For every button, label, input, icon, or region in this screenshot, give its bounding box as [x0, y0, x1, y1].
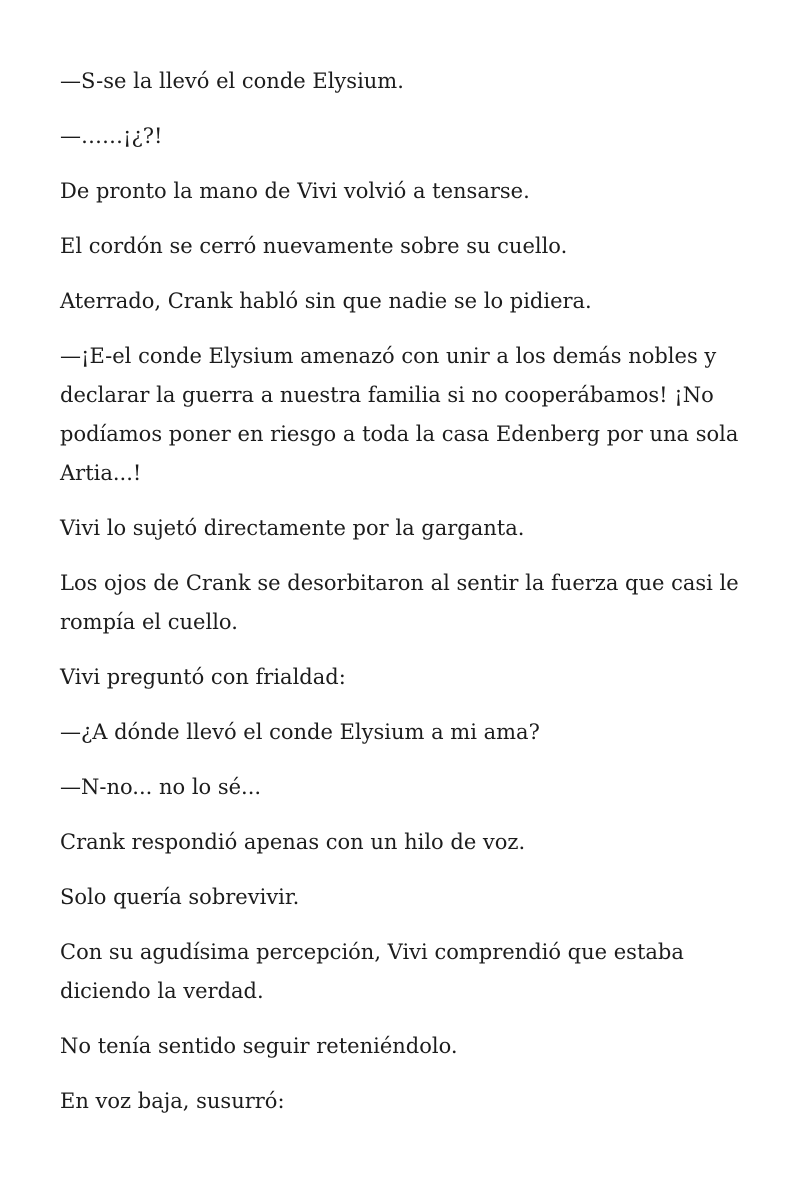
- paragraph: Con su agudísima percepción, Vivi comprendió que estaba diciendo la verdad.: [60, 940, 684, 1003]
- paragraph: —¡E-el conde Elysium amenazó con unir a los demás nobles y declarar la guerra a nuestra familia si no cooperábamos! ¡No podíamos poner en riesgo a toda la casa Edenberg por una sola Artia...!: [60, 344, 739, 485]
- paragraph: Vivi preguntó con frialdad:: [60, 665, 346, 689]
- paragraph: —S-se la llevó el conde Elysium.: [60, 69, 404, 93]
- paragraph: Solo quería sobrevivir.: [60, 885, 300, 909]
- paragraph: Crank respondió apenas con un hilo de voz.: [60, 830, 526, 854]
- paragraph: Aterrado, Crank habló sin que nadie se lo pidiera.: [60, 289, 592, 313]
- paragraph: De pronto la mano de Vivi volvió a tensarse.: [60, 179, 530, 203]
- paragraph: En voz baja, susurró:: [60, 1089, 285, 1113]
- paragraph: —¿A dónde llevó el conde Elysium a mi ama?: [60, 720, 540, 744]
- paragraph: Vivi lo sujetó directamente por la garganta.: [60, 516, 525, 540]
- paragraph: El cordón se cerró nuevamente sobre su cuello.: [60, 234, 568, 258]
- paragraph: —……¡¿?!: [60, 124, 163, 148]
- paragraph: Los ojos de Crank se desorbitaron al sentir la fuerza que casi le rompía el cuello.: [60, 571, 739, 634]
- paragraph: No tenía sentido seguir reteniéndolo.: [60, 1034, 458, 1058]
- paragraph: —N-no... no lo sé...: [60, 775, 262, 799]
- document-page: [60, 62, 740, 1137]
